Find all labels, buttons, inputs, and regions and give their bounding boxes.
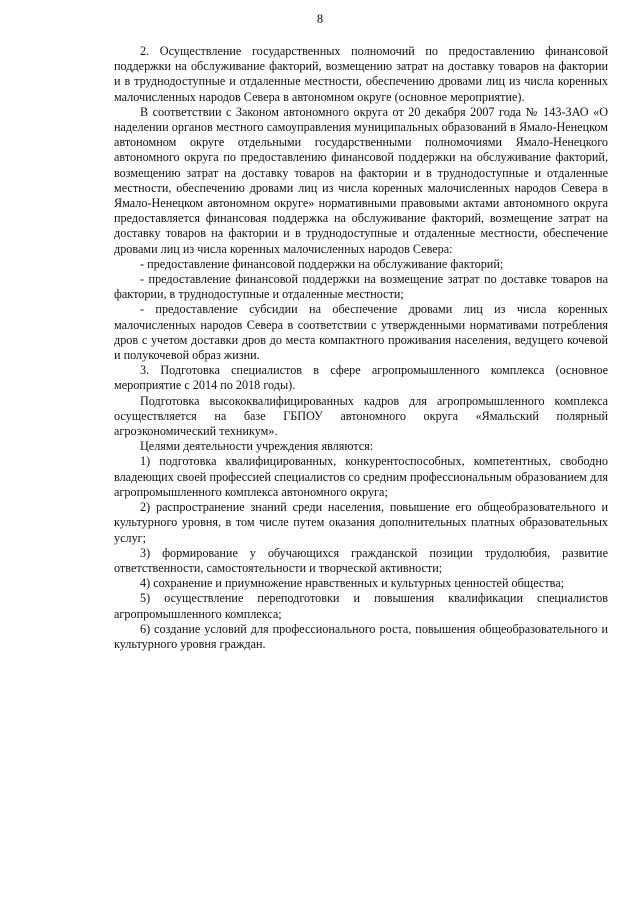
paragraph-goals-intro: Целями деятельности учреждения являются: (140, 439, 374, 454)
goal-item-5: 5) осуществление переподготовки и повышения квалификации специалистов агропромышленного комплекса; (114, 591, 608, 621)
paragraph-item-3-heading: 3. Подготовка специалистов в сфере агропромышленного комплекса (основное мероприятие с 2014 по 2018 годы). (114, 363, 608, 393)
paragraph-item-2-heading: 2. Осуществление государственных полномочий по предоставлению финансовой поддержки на обслуживание факторий, возмещению затрат на доставку товаров на фактории и в труднодоступные и отдаленные местности, обеспечению дровами лиц из числа коренных малочисленных народов Севера в автономном округе (основное мероприятие). (114, 44, 608, 104)
document-body (114, 44, 608, 652)
goal-item-2: 2) распространение знаний среди населения, повышение его общеобразовательного и культурного уровня, в том числе путем оказания дополнительных платных образовательных услуг; (114, 500, 608, 545)
goal-item-1: 1) подготовка квалифицированных, конкурентоспособных, компетентных, свободно владеющих своей профессией специалистов со средним профессиональным образованием для агропромышленного комплекса автономного округа; (114, 454, 608, 499)
paragraph-law-reference: В соответствии с Законом автономного округа от 20 декабря 2007 года № 143-ЗАО «О наделении органов местного самоуправления муниципальных образований в Ямало-Ненецком автономном округе отдельными государственными полномочиями Ямало-Ненецкого автономного округа по предоставлению финансовой поддержки на обслуживание факторий, возмещению затрат на доставку товаров на фактории и в труднодоступные и отдаленные местности, обеспечению дровами лиц из числа коренных малочисленных народов Севера в Ямало-Ненецком автономном округе» нормативными правовыми актами автономного округа предоставляется финансовая поддержка на обслуживание факторий, возмещение затрат на доставку товаров на фактории и в труднодоступные и отдаленные местности, обеспечение дровами лиц из числа коренных малочисленных народов Севера: (114, 104, 608, 256)
list-item-support-factories: - предоставление финансовой поддержки на обслуживание факторий; (140, 256, 504, 271)
goal-item-6: 6) создание условий для профессионального роста, повышения общеобразовательного и культурного уровня граждан. (114, 621, 608, 651)
list-item-support-delivery: - предоставление финансовой поддержки на возмещение затрат по доставке товаров на фактории, в труднодоступные и отдаленные местности; (114, 272, 608, 302)
page-number: 8 (316, 12, 324, 26)
paragraph-training-base: Подготовка высококвалифицированных кадров для агропромышленного комплекса осуществляется на базе ГБПОУ автономного округа «Ямальский полярный агроэкономический техникум». (114, 393, 608, 439)
goal-item-3: 3) формирование у обучающихся гражданской позиции трудолюбия, развитие ответственности, самостоятельности и творческой активности; (114, 545, 608, 575)
list-item-firewood-subsidy: - предоставление субсидии на обеспечение дровами лиц из числа коренных малочисленных народов Севера в соответствии с утвержденными нормативами потребления дров с учетом доставки дров до места компактного проживания населения, ведущего кочевой и полукочевой образ жизни. (114, 302, 608, 363)
goal-item-4: 4) сохранение и приумножение нравственных и культурных ценностей общества; (140, 576, 565, 591)
